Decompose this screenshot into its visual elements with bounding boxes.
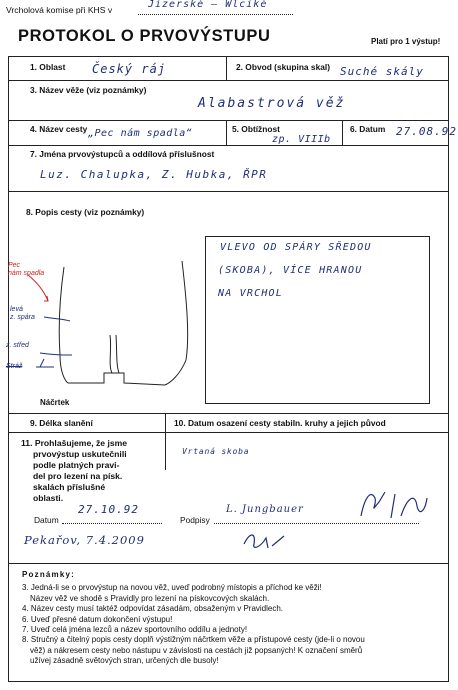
registration-note: Pekařov, 7.4.2009 (24, 533, 145, 547)
note-item: 6. Uveď přesné datum dokončení výstupu! (22, 614, 173, 624)
datum-label: 6. Datum (350, 124, 386, 134)
sketch-leva: levá (10, 306, 23, 313)
popis-textbox (205, 236, 430, 404)
note-item: užívej zásadně světových stran, určených dle busoly! (30, 656, 219, 666)
slaneni-label: 9. Délka slanění (30, 418, 93, 428)
lezci-value: Luz. Chalupka, Z. Hubka, ŘPR (40, 168, 268, 181)
popis-line-2: (SKOBA), VÍCE HRANOU (218, 265, 363, 276)
signature-1: L. Jungbauer (226, 504, 304, 515)
cesta-value: „Pec nám spadla“ (88, 128, 193, 139)
nacrtek-label: Náčrtek (40, 398, 70, 407)
note-item: 4. Název cesty musí taktéž odpovídat zásadám, obsaženým v Pravidlech. (22, 604, 284, 614)
sketch-label-pec (8, 262, 44, 278)
route-sketch (0, 255, 205, 415)
sketch-label-leva (10, 306, 35, 322)
note-item: 3. Jedná-li se o prvovýstup na novou věž, uveď podrobný místopis a příchod ke věži! (22, 583, 322, 593)
lezci-label: 7. Jména prvovýstupců a oddílová příslušnost (30, 149, 215, 159)
obvod-label: 2. Obvod (skupina skal) (236, 62, 331, 72)
note-item: věž) a nákresem cesty nebo nástupu v závislosti na cestách již popsaných! K označení směrů (30, 645, 363, 655)
obtiznost-label: 5. Obtížnost (232, 124, 280, 134)
note-item: 7. Uveď celá jména lezců a název sportovního oddílu a jednoty! (22, 625, 248, 635)
vez-value: Alabastrová věž (198, 96, 346, 111)
declaration-line-2: prvovýstup uskutečnili (33, 449, 127, 459)
note-item: Název věž ve shodě s Pravidly pro lezení na pískovcových skalách. (30, 593, 270, 603)
declaration-text (21, 438, 127, 504)
datum-sign-label: Datum (34, 515, 59, 525)
sketch-z-spara: z. spára (10, 314, 35, 321)
signature-scribbles (355, 488, 435, 522)
oblast-value: Český ráj (92, 62, 167, 76)
popis-line-1: VLEVO OD SPÁRY SŘEDOU (220, 242, 372, 253)
sketch-straz: Stráž (6, 363, 23, 370)
declaration-line-1: 11. Prohlašujeme, že jsme (21, 438, 128, 448)
obtiznost-value: zp. VIIIb (272, 134, 331, 145)
declaration-line-3: podle platných pravi- (33, 460, 120, 470)
osazeni-label: 10. Datum osazení cesty stabiln. kruhy a jejich původ (174, 418, 386, 428)
sketch-nam-spadla: nám spadla (8, 270, 45, 277)
popis-label: 8. Popis cesty (viz poznámky) (26, 207, 145, 217)
validity-note: Platí pro 1 výstup! (371, 37, 441, 46)
sketch-pec: Pec (8, 262, 21, 269)
datum-sign-value: 27.10.92 (78, 503, 139, 516)
obvod-value: Suché skály (340, 65, 424, 78)
cesta-label: 4. Název cesty (30, 124, 88, 134)
page-title: PROTOKOL O PRVOVÝSTUPU (18, 27, 271, 45)
notes-section (22, 570, 365, 667)
declaration-line-4: del pro lezení na písk. (33, 471, 123, 481)
committee-value: Jizerské – Wlciké (148, 0, 268, 10)
vez-label: 3. Název věže (viz poznámky) (30, 85, 147, 95)
committee-prefix: Vrcholová komise při KHS v (6, 5, 113, 15)
declaration-line-5: skalách příslušné (33, 482, 106, 492)
note-item: 8. Stručný a čitelný popis cesty doplň výstižným náčrtkem věže a přístupové cesty (jde-li o novou (22, 635, 365, 645)
podpisy-label: Podpisy (180, 515, 210, 525)
registration-signature (240, 528, 290, 552)
notes-title: Poznámky: (22, 570, 76, 579)
osazeni-value: Vrtaná skoba (182, 447, 250, 456)
sketch-z-stred: z. střed (6, 342, 29, 349)
popis-line-3: NA VRCHOL (218, 288, 283, 299)
declaration-line-6: oblasti. (33, 493, 64, 503)
datum-value: 27.08.92 (396, 125, 457, 138)
oblast-label: 1. Oblast (30, 62, 66, 72)
